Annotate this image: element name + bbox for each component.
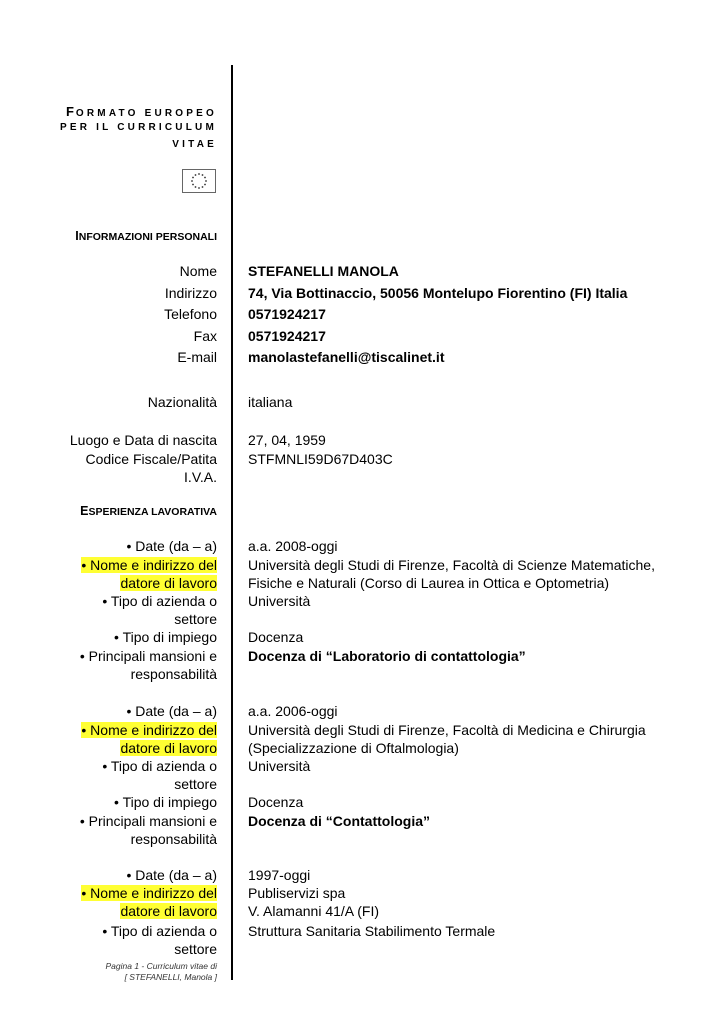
label-fax: Fax: [193, 328, 217, 344]
label-type-3: • Tipo di azienda o settore: [102, 923, 217, 957]
label-job-2: • Tipo di impiego: [114, 794, 217, 810]
title-line-3: VITAE: [172, 139, 217, 150]
label-indirizzo: Indirizzo: [164, 285, 217, 301]
label-luogo-data-nascita: Luogo e Data di nascita: [69, 432, 217, 448]
value-type-2: Università: [248, 758, 311, 774]
title-line-1: FORMATO EUROPEO: [65, 104, 217, 119]
label-email: E-mail: [177, 349, 217, 365]
value-nazionalita: italiana: [248, 394, 293, 410]
value-duties-1: Docenza di “Laboratorio di contattologia”: [248, 648, 526, 664]
value-date-2: a.a. 2006-oggi: [248, 703, 338, 719]
value-type-3: Struttura Sanitaria Stabilimento Termale: [248, 923, 496, 939]
value-duties-2: Docenza di “Contattologia”: [248, 813, 430, 829]
value-nome: STEFANELLI MANOLA: [248, 263, 399, 279]
value-indirizzo: 74, Via Bottinaccio, 50056 Montelupo Fiorentino (FI) Italia: [248, 285, 628, 301]
eu-flag-icon: [182, 169, 216, 193]
label-type-2: • Tipo di azienda o settore: [102, 758, 217, 792]
column-divider: [231, 65, 233, 980]
value-telefono: 0571924217: [248, 306, 326, 322]
value-job-2: Docenza: [248, 794, 304, 810]
label-duties-2: • Principali mansioni e responsabilità: [79, 813, 217, 847]
label-nome: Nome: [179, 263, 217, 279]
value-job-1: Docenza: [248, 629, 304, 645]
value-date-1: a.a. 2008-oggi: [248, 538, 338, 554]
footer-name-line: [ STEFANELLI, Manola ]: [124, 972, 217, 982]
label-telefono: Telefono: [164, 306, 217, 322]
label-nazionalita: Nazionalità: [147, 394, 217, 410]
label-codice-fiscale: Codice Fiscale/Patita I.V.A.: [85, 451, 217, 485]
value-fax: 0571924217: [248, 328, 326, 344]
label-date-3: • Date (da – a): [126, 867, 217, 883]
value-codice-fiscale: STFMNLI59D67D403C: [248, 451, 393, 467]
title-line-2: PER IL CURRICULUM: [60, 122, 217, 133]
label-type-1: • Tipo di azienda o settore: [102, 593, 217, 627]
value-date-3: 1997-oggi: [248, 867, 311, 883]
section-work-experience: ESPERIENZA LAVORATIVA: [80, 504, 217, 518]
label-employer-3: • Nome e indirizzo del datore di lavoro: [81, 885, 217, 919]
value-type-1: Università: [248, 593, 311, 609]
label-job-1: • Tipo di impiego: [114, 629, 217, 645]
label-duties-1: • Principali mansioni e responsabilità: [79, 648, 217, 682]
value-employer-2: Università degli Studi di Firenze, Facoltà di Medicina e Chirurgia (Specializzazione di Oftalmologia): [248, 722, 646, 756]
label-employer-1: • Nome e indirizzo del datore di lavoro: [81, 557, 217, 591]
footer-page-line: Pagina 1 - Curriculum vitae di: [105, 961, 217, 971]
value-luogo-data-nascita: 27, 04, 1959: [248, 432, 326, 448]
section-personal-info: INFORMAZIONI PERSONALI: [75, 229, 217, 243]
label-date-1: • Date (da – a): [126, 538, 217, 554]
value-employer-3-line-2: V. Alamanni 41/A (FI): [248, 903, 379, 919]
value-employer-3-line-1: Publiservizi spa: [248, 885, 346, 901]
value-email: manolastefanelli@tiscalinet.it: [248, 349, 445, 365]
label-date-2: • Date (da – a): [126, 703, 217, 719]
value-employer-1: Università degli Studi di Firenze, Facoltà di Scienze Matematiche, Fisiche e Naturali (Corso di Laurea in Ottica e Optometria): [248, 557, 655, 591]
label-employer-2: • Nome e indirizzo del datore di lavoro: [81, 722, 217, 756]
